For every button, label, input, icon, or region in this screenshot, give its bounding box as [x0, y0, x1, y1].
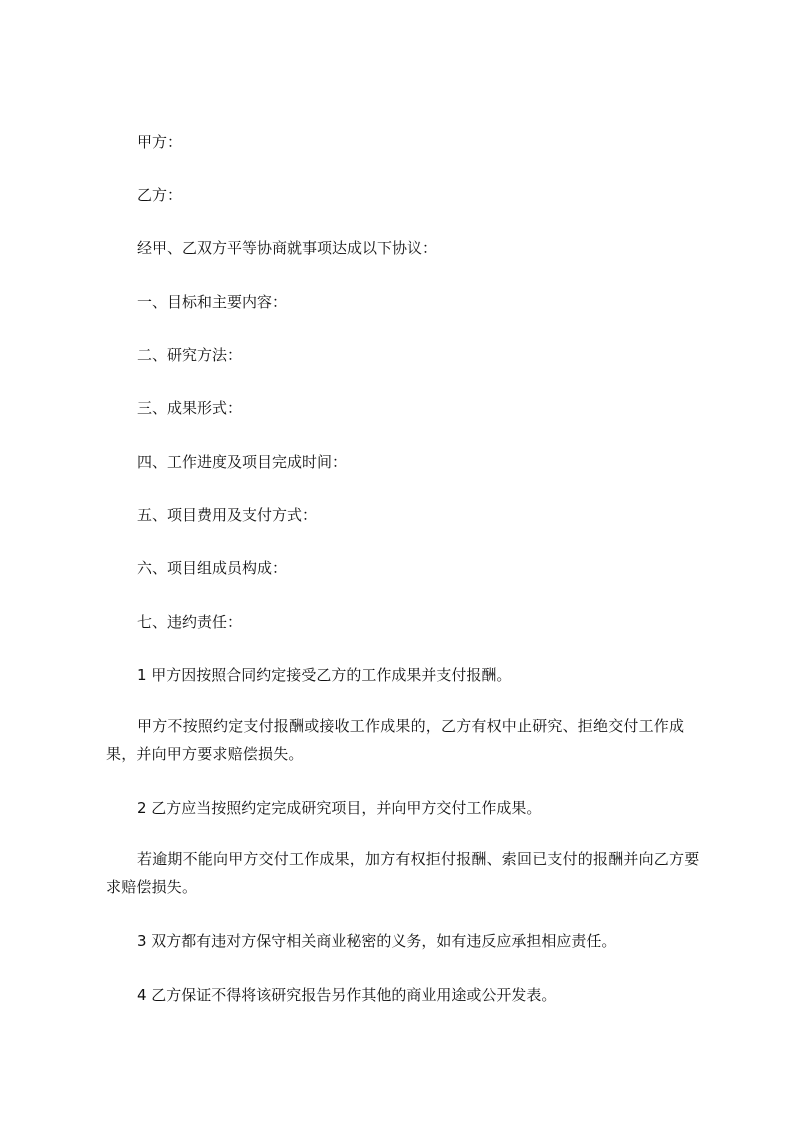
section-heading-5: 五、项目费用及支付方式： — [137, 506, 318, 524]
section-heading-4: 四、工作进度及项目完成时间： — [137, 453, 348, 471]
clause-1-detail: 甲方不按照约定支付报酬或接收工作成果的，乙方有权中止研究、拒绝交付工作成果，并向甲方要求赔偿损失。 — [106, 717, 685, 763]
clause-1: 1 甲方因按照合同约定接受乙方的工作成果并支付报酬。 — [137, 666, 512, 684]
clause-2-detail: 若逾期不能向甲方交付工作成果，加方有权拒付报酬、索回已支付的报酬并向乙方要求赔偿损失。 — [106, 850, 700, 896]
section-heading-1: 一、目标和主要内容： — [137, 293, 288, 311]
clause-2: 2 乙方应当按照约定完成研究项目，并向甲方交付工作成果。 — [137, 799, 542, 817]
section-heading-2: 二、研究方法： — [137, 346, 243, 364]
section-heading-7: 七、违约责任： — [137, 613, 243, 631]
clause-3: 3 双方都有违对方保守相关商业秘密的义务，如有违反应承担相应责任。 — [137, 932, 617, 950]
section-heading-6: 六、项目组成员构成： — [137, 559, 288, 577]
section-heading-3: 三、成果形式： — [137, 399, 243, 417]
clause-4: 4 乙方保证不得将该研究报告另作其他的商业用途或公开发表。 — [137, 986, 557, 1004]
agreement-preamble: 经甲、乙双方平等协商就事项达成以下协议： — [137, 239, 438, 257]
party-a-label: 甲方： — [137, 133, 183, 151]
party-b-label: 乙方： — [137, 186, 183, 204]
